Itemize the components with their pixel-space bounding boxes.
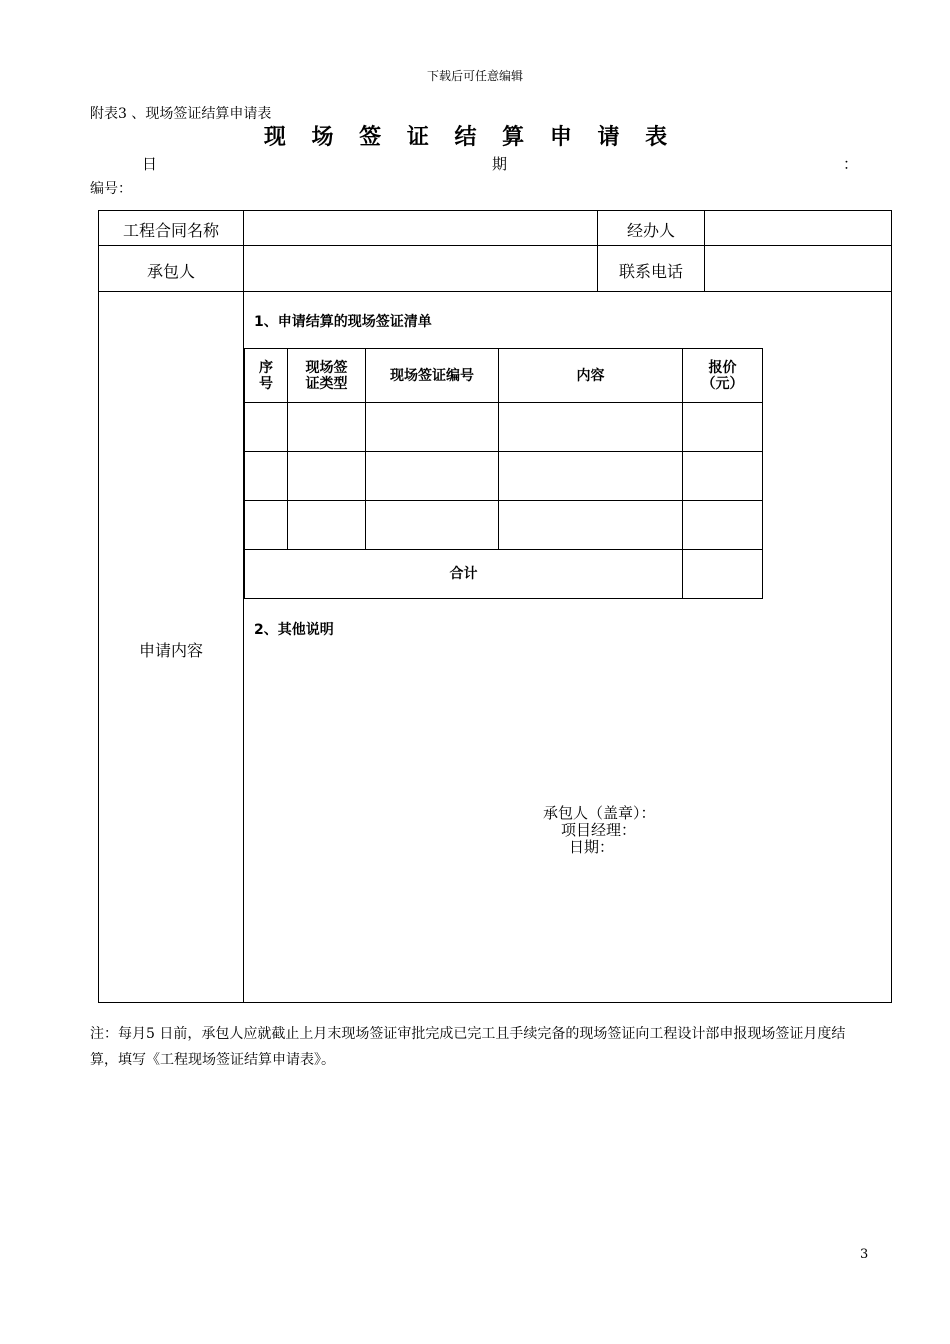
visa-list-table <box>244 348 763 599</box>
table-row <box>245 452 763 501</box>
section2-title: 2、其他说明 <box>254 622 334 638</box>
form-divider-row2 <box>98 291 892 292</box>
section1-title: 1、申请结算的现场签证清单 <box>254 314 432 330</box>
form-border-right <box>891 210 892 1003</box>
form-border-left <box>98 210 99 1003</box>
contractor-label: 承包人 <box>146 262 195 281</box>
table-cell[interactable] <box>366 501 499 550</box>
form-title: 现 场 签 证 结 算 申 请 表 <box>263 125 677 150</box>
col-header-content: 内容 <box>499 349 683 403</box>
table-cell[interactable] <box>683 452 763 501</box>
sign-date-label: 日期： <box>569 838 615 856</box>
table-cell[interactable] <box>683 403 763 452</box>
footnote: 注：每月5 日前，承包人应就截止上月末现场签证审批完成已完工且手续完备的现场签证向工程设计部申报现场签证月度结算，填写《工程现场签证结算申请表》。 <box>90 1026 846 1068</box>
table-cell[interactable] <box>288 501 366 550</box>
handler-label: 经办人 <box>626 221 675 240</box>
table-cell[interactable] <box>366 452 499 501</box>
form-divider-col1 <box>243 210 244 1003</box>
table-total-row <box>245 550 763 599</box>
table-cell[interactable] <box>245 403 288 452</box>
form-divider-row1 <box>98 245 892 246</box>
total-value[interactable] <box>683 550 763 599</box>
project-manager-label: 项目经理： <box>561 821 637 839</box>
contractor-seal-label: 承包人（盖章）： <box>543 804 656 822</box>
table-cell[interactable] <box>288 403 366 452</box>
date-label-char2: 期 <box>492 155 508 173</box>
table-header-row <box>245 349 763 403</box>
header-note: 下载后可任意编辑 <box>426 69 523 83</box>
contract-name-field[interactable] <box>244 212 597 244</box>
total-label: 合计 <box>245 550 683 599</box>
handler-field[interactable] <box>705 212 891 244</box>
table-cell[interactable] <box>366 403 499 452</box>
col-header-quote: 报价 （元） <box>683 349 763 403</box>
annex-label: 附表3 、现场签证结算申请表 <box>90 106 272 122</box>
table-row <box>245 403 763 452</box>
date-label-colon: ： <box>843 155 859 173</box>
serial-number-label: 编号： <box>90 181 132 197</box>
date-label-char1: 日 <box>142 155 158 173</box>
contract-name-label: 工程合同名称 <box>122 221 219 240</box>
form-border-top <box>98 210 892 211</box>
col-header-visa-number: 现场签证编号 <box>366 349 499 403</box>
form-border-bottom <box>98 1002 892 1003</box>
table-cell[interactable] <box>245 501 288 550</box>
table-cell[interactable] <box>499 501 683 550</box>
col-header-serial: 序 号 <box>245 349 288 403</box>
table-cell[interactable] <box>288 452 366 501</box>
phone-field[interactable] <box>705 247 891 290</box>
table-cell[interactable] <box>499 452 683 501</box>
table-cell[interactable] <box>683 501 763 550</box>
application-content-label: 申请内容 <box>138 641 203 660</box>
phone-label: 联系电话 <box>618 262 683 281</box>
contractor-field[interactable] <box>244 247 597 290</box>
col-header-visa-type: 现场签 证类型 <box>288 349 366 403</box>
page-number: 3 <box>860 1247 869 1262</box>
table-cell[interactable] <box>499 403 683 452</box>
table-cell[interactable] <box>245 452 288 501</box>
table-row <box>245 501 763 550</box>
